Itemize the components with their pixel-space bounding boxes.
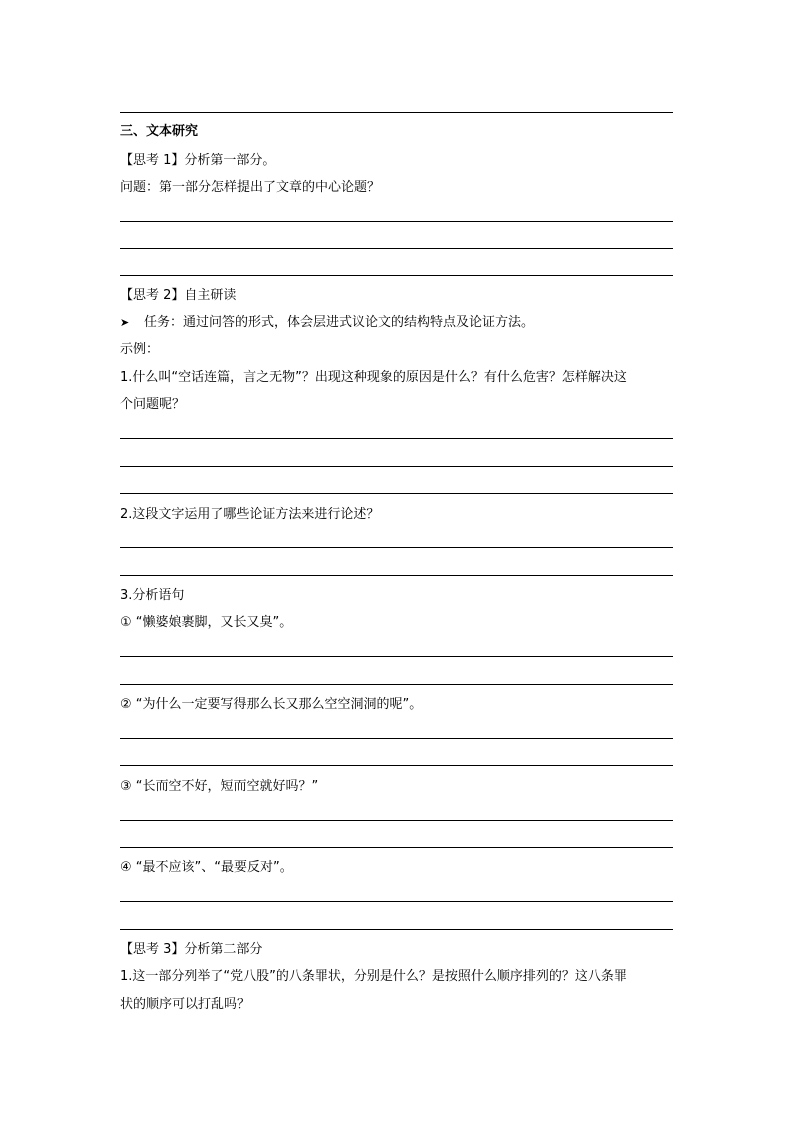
think1-title: 【思考 1】分析第一部分。 [120,153,276,168]
answer-line [120,656,673,657]
answer-line [120,765,673,766]
think2-q1-line2: 个问题呢？ [120,397,186,412]
answer-line [120,547,673,548]
think2-task: 任务：通过问答的形式，体会层进式议论文的结构特点及论证方法。 [144,315,535,330]
answer-line [120,847,673,848]
think3-title: 【思考 3】分析第二部分 [120,942,263,957]
answer-line [120,466,673,467]
think3-q1-line2: 状的顺序可以打乱吗？ [120,997,251,1012]
answer-line [120,248,673,249]
answer-line [120,820,673,821]
answer-line [120,575,673,576]
think2-q3: 3.分析语句 [120,588,185,603]
think2-task-row [120,315,534,331]
think2-q2: 2.这段文字运用了哪些论证方法来进行论述？ [120,507,380,522]
answer-line [120,738,673,739]
answer-line [120,221,673,222]
section-heading: 三、文本研究 [120,124,199,139]
q3-item: ② “为什么一定要写得那么长又那么空空洞洞的呢”。 [120,697,423,712]
answer-line [120,493,673,494]
think2-title: 【思考 2】自主研读 [120,288,237,303]
answer-line [120,684,673,685]
example-label: 示例： [120,342,160,357]
top-rule [120,112,673,113]
think2-q1-line1: 1.什么叫“空话连篇，言之无物”？出现这种现象的原因是什么？有什么危害？怎样解决这 [120,370,627,385]
answer-line [120,438,673,439]
answer-line [120,275,673,276]
q3-item: ④ “最不应该”、“最要反对”。 [120,860,293,875]
think1-question: 问题：第一部分怎样提出了文章的中心论题？ [120,180,381,195]
arrow-bullet-icon: ➤ [120,316,130,329]
think3-q1-line1: 1.这一部分列举了“党八股”的八条罪状，分别是什么？是按照什么顺序排列的？这八条罪 [120,969,627,984]
answer-line [120,901,673,902]
q3-item: ① “懒婆娘裹脚，又长又臭”。 [120,615,293,630]
answer-line [120,929,673,930]
q3-item: ③ “长而空不好，短而空就好吗？” [120,779,319,794]
